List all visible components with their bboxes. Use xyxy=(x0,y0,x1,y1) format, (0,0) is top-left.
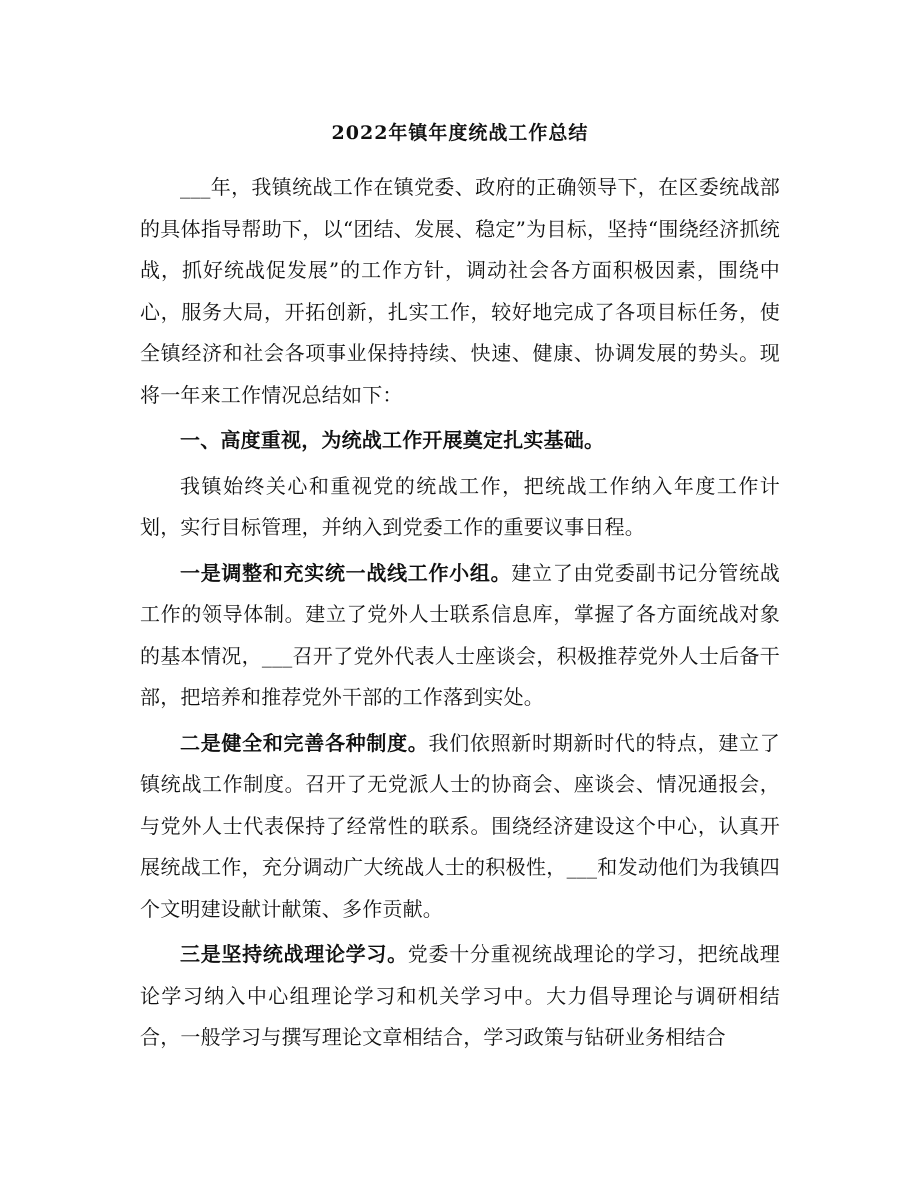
document-body xyxy=(140,167,780,1059)
paragraph-intro xyxy=(140,167,780,416)
paragraph-point-2 xyxy=(140,723,780,931)
point-lead: 三是坚持统战理论学习。 xyxy=(180,942,408,966)
document-title: 2022年镇年度统战工作总结 xyxy=(331,122,589,144)
paragraph-text: 党委十分重视统战理论的学习，把统战理论学习纳入中心组理论学习和机关学习中。大力倡导理论与调研相结合，一般学习与撰写理论文章相结合，学习政策与钻研业务相结合 xyxy=(140,942,780,1049)
paragraph-text: 我镇始终关心和重视党的统战工作，把统战工作纳入年度工作计划，实行目标管理，并纳入到党委工作的重要议事日程。 xyxy=(140,473,780,539)
section-heading-text: 一、高度重视，为统战工作开展奠定扎实基础。 xyxy=(180,428,605,452)
paragraph-point-1 xyxy=(140,553,780,719)
point-lead: 一是调整和充实统一战线工作小组。 xyxy=(180,560,512,585)
paragraph-text: ___年，我镇统战工作在镇党委、政府的正确领导下，在区委统战部的具体指导帮助下，以“团结、发展、稳定”为目标，坚持“围绕经济抓统战，抓好统战促发展”的工作方针，调动社会各方面积极因素，围绕中心，服务大局，开拓创新，扎实工作，较好地完成了各项目标任务，使全镇经济和社会各项事业保持持续、快速、健康、协调发展的势头。现将一年来工作情况总结如下： xyxy=(140,175,780,407)
paragraph-overview xyxy=(140,466,780,549)
paragraph-text: 我们依照新时期新时代的特点，建立了镇统战工作制度。召开了无党派人士的协商会、座谈会、情况通报会，与党外人士代表保持了经常性的联系。围绕经济建设这个中心，认真开展统战工作，充分调动广大统战人士的积极性，___和发动他们为我镇四个文明建设献计献策、多作贡献。 xyxy=(140,730,780,921)
section-heading xyxy=(140,420,780,462)
paragraph-point-3 xyxy=(140,934,780,1059)
paragraph-text: 建立了由党委副书记分管统战工作的领导体制。建立了党外人士联系信息库，掌握了各方面统战对象的基本情况，___召开了党外代表人士座谈会，积极推荐党外人士后备干部，把培养和推荐党外干部的工作落到实处。 xyxy=(140,560,780,709)
point-lead: 二是健全和完善各种制度。 xyxy=(180,730,429,755)
